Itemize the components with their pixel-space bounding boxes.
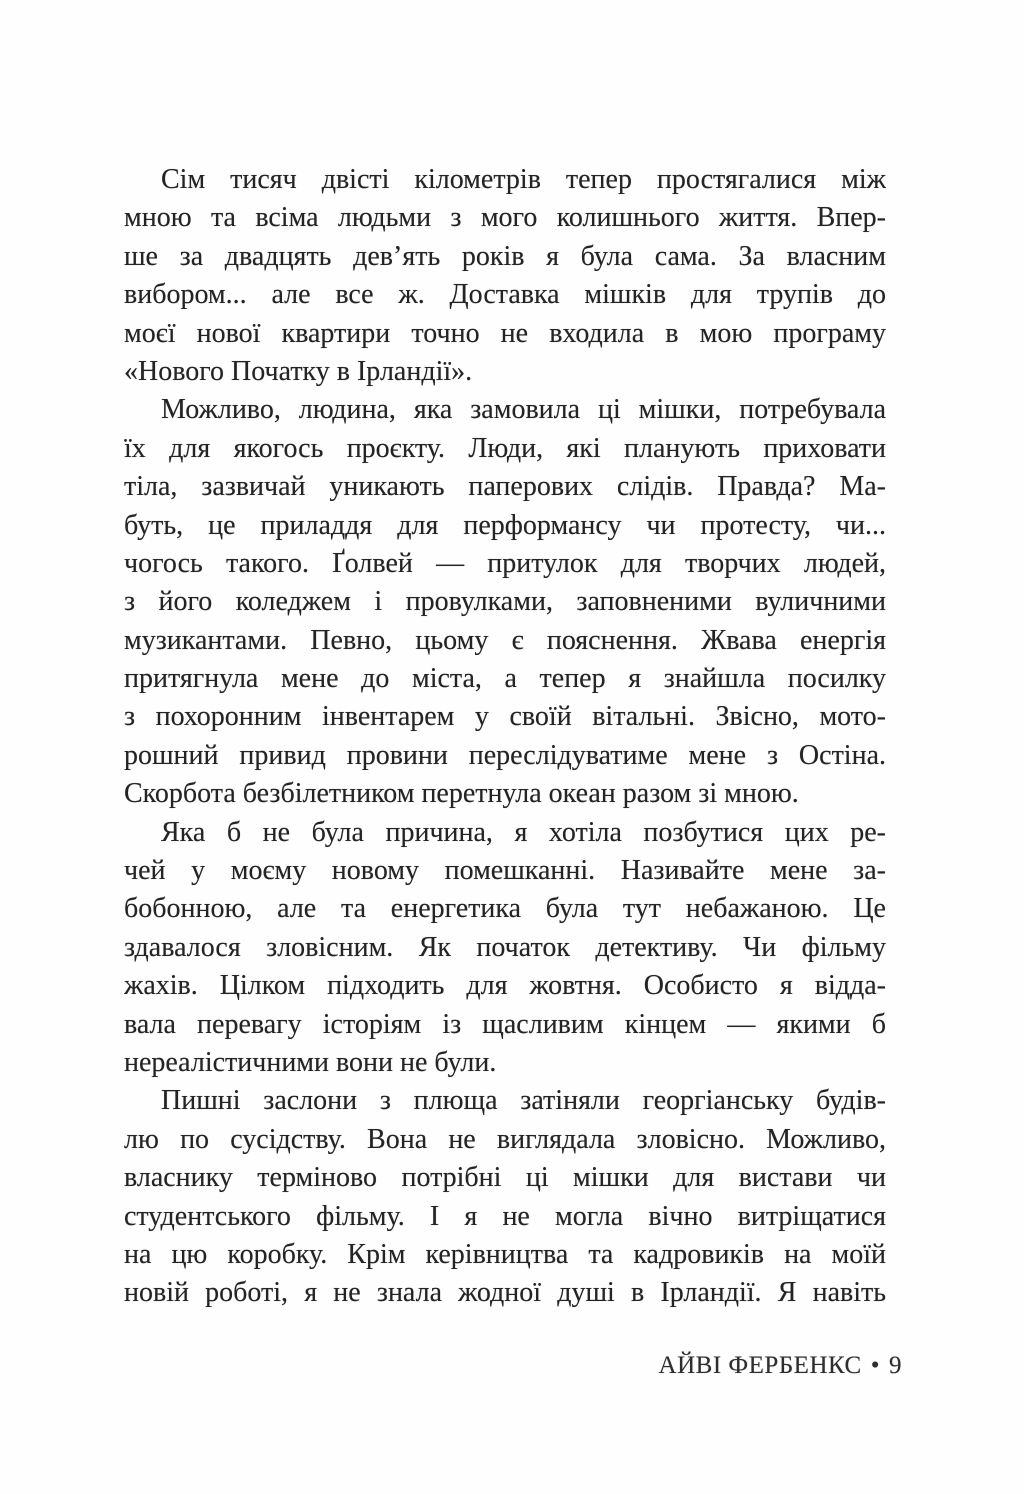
paragraph [124,391,886,813]
paragraph [124,161,886,391]
text-line: лю по сусідству. Вона не виглядала зловісно. Можливо, [124,1123,886,1155]
page-text-block [124,161,886,1313]
text-line: новій роботі, я не знала жодної душі в Ірландії. Я навіть [124,1277,886,1309]
text-line: чей у моєму новому помешканні. Називайте мене за- [124,855,886,887]
text-line: Сім тисяч двісті кілометрів тепер простягалися між [161,164,886,195]
text-line: музикантами. Певно, цьому є пояснення. Жвава енергія [124,624,886,656]
text-line: жахів. Цілком підходить для жовтня. Особисто я відда- [124,970,886,1002]
page-number: 9 [889,1352,902,1379]
text-line: Яка б не була причина, я хотіла позбутися цих ре- [161,816,886,848]
text-line: ше за двадцять дев’ять років я була сама. За власним [124,240,886,272]
text-line: здавалося зловісним. Як початок детективу. Чи фільму [124,931,886,963]
paragraph [124,1082,886,1312]
text-line: з його коледжем і провулками, заповненими вуличними [124,586,886,618]
text-line: їх для якогось проєкту. Люди, які планують приховати [124,432,886,464]
text-line: з похоронним інвентарем у своїй вітальні. Звісно, мото- [124,701,886,733]
text-line: бобонною, але та енергетика була тут небажаною. Це [124,893,886,925]
text-line: на цю коробку. Крім керівництва та кадровиків на моїй [124,1238,886,1270]
running-head-author: АЙВІ ФЕРБЕНКС [658,1352,862,1379]
running-footer [124,1351,902,1381]
footer-separator-bullet: • [870,1352,880,1379]
text-line: студентського фільму. І я не могла вічно витріщатися [124,1200,886,1232]
text-line: притягнула мене до міста, а тепер я знайшла посилку [124,663,886,695]
text-line: рошний привид провини переслідуватиме мене з Остіна. [124,739,886,771]
text-line: моєї нової квартири точно не входила в мою програму [124,317,886,349]
text-line: буть, це приладдя для перформансу чи протесту, чи... [124,509,886,541]
paragraph [124,814,886,1083]
text-line: нереалістичними вони не були. [124,1046,497,1078]
text-line: власнику терміново потрібні ці мішки для вистави чи [124,1162,886,1194]
text-line: чогось такого. Ґолвей — притулок для творчих людей, [124,547,886,579]
text-line: тіла, зазвичай уникають паперових слідів. Правда? Ма- [124,471,886,503]
text-line: мною та всіма людьми з мого колишнього життя. Впер- [124,202,886,234]
text-line: Можливо, людина, яка замовила ці мішки, потребувала [161,394,886,426]
text-line: Пишні заслони з плюща затіняли георгіанську будів- [161,1085,886,1117]
text-line: «Нового Початку в Ірландії». [124,355,473,387]
text-line: Скорбота безбілетником перетнула океан разом зі мною. [124,778,799,810]
text-line: вала перевагу історіям із щасливим кінцем — якими б [124,1008,886,1040]
text-line: вибором... але все ж. Доставка мішків для трупів до [124,279,886,311]
